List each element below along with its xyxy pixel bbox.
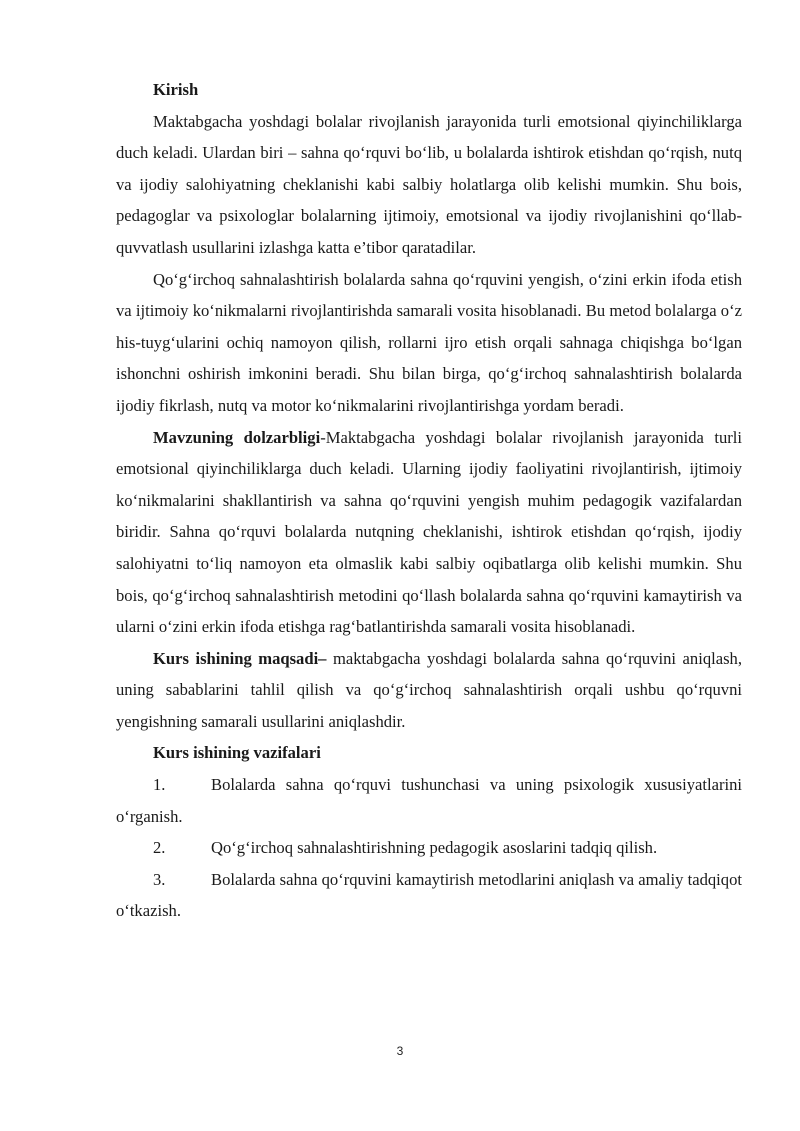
page-number: 3	[396, 1044, 404, 1058]
task-item-3	[116, 864, 742, 927]
task-item-2	[116, 832, 742, 864]
goal-text: maktabgacha yoshdagi bolalarda sahna qo‘rquvini aniqlash, uning sabablarini tahlil qilish va qo‘g‘irchoq sahnalashtirish orqali ushbu qo‘rquvni yengishning samarali usullarini aniqlashdir.	[116, 648, 742, 731]
intro-paragraph-1: Maktabgacha yoshdagi bolalar rivojlanish jarayonida turli emotsional qiyinchiliklarga duch keladi. Ulardan biri – sahna qo‘rquvi bo‘lib, u bolalarda ishtirok etishdan qo‘rqish, nutq va ijodiy salohiyatning cheklanishi kabi salbiy holatlarga olib kelishi mumkin. Shu bois, pedagoglar va psixologlar bolalarning ijtimoiy, emotsional va ijodiy rivojlanishini qo‘llab-quvvatlash usullarini izlashga katta e’tibor qaratadilar.	[116, 111, 742, 257]
document-page	[116, 74, 742, 927]
task-item-1	[116, 769, 742, 832]
relevance-label: Mavzuning dolzarbligi	[153, 427, 321, 447]
relevance-text: -Maktabgacha yoshdagi bolalar rivojlanish jarayonida turli emotsional qiyinchiliklarga duch keladi. Ularning ijodiy faoliyatini rivojlantirish, ijtimoiy ko‘nikmalarini shakllantirish va sahna qo‘rquvini yengish muhim pedagogik vazifalardan biridir. Sahna qo‘rquvi bolalarda nutqning cheklanishi, ishtirok etishdan qo‘rqish, ijodiy salohiyatni to‘liq namoyon eta olmaslik kabi salbiy oqibatlarga olib kelishi mumkin. Shu bois, qo‘g‘irchoq sahnalashtirish metodini qo‘llash bolalarda sahna qo‘rquvini kamaytirish va ularni o‘zini erkin ifoda etishga rag‘batlantirishda samarali vosita hisoblanadi.	[116, 427, 742, 637]
intro-heading: Kirish	[153, 80, 199, 99]
tasks-heading: Kurs ishining vazifalari	[153, 743, 321, 763]
task-number: 3.	[153, 869, 166, 889]
task-number: 1.	[153, 775, 166, 795]
goal-label: Kurs ishining maqsadi–	[153, 648, 327, 668]
intro-paragraph-2: Qo‘g‘irchoq sahnalashtirish bolalarda sahna qo‘rquvini yengish, o‘zini erkin ifoda etish va ijtimoiy ko‘nikmalarni rivojlantirishda samarali vosita hisoblanadi. Bu metod bolalarga o‘z his-tuyg‘ularini ochiq namoyon qilish, rollarni ijro etish orqali sahnaga chiqishga bo‘lgan ishonchni oshirish imkonini beradi. Shu bilan birga, qo‘g‘irchoq sahnalashtirish bolalarda ijodiy fikrlash, nutq va motor ko‘nikmalarini rivojlantirishga yordam beradi.	[116, 269, 742, 415]
task-text: Bolalarda sahna qo‘rquvini kamaytirish metodlarini aniqlash va amaliy tadqiqot o‘tkazish.	[116, 869, 742, 921]
relevance-paragraph	[116, 422, 742, 643]
task-text: Bolalarda sahna qo‘rquvi tushunchasi va uning psixologik xususiyatlarini o‘rganish.	[116, 775, 742, 826]
goal-paragraph	[116, 643, 742, 738]
task-number: 2.	[153, 838, 166, 858]
task-text: Qo‘g‘irchoq sahnalashtirishning pedagogik asoslarini tadqiq qilish.	[211, 838, 658, 858]
